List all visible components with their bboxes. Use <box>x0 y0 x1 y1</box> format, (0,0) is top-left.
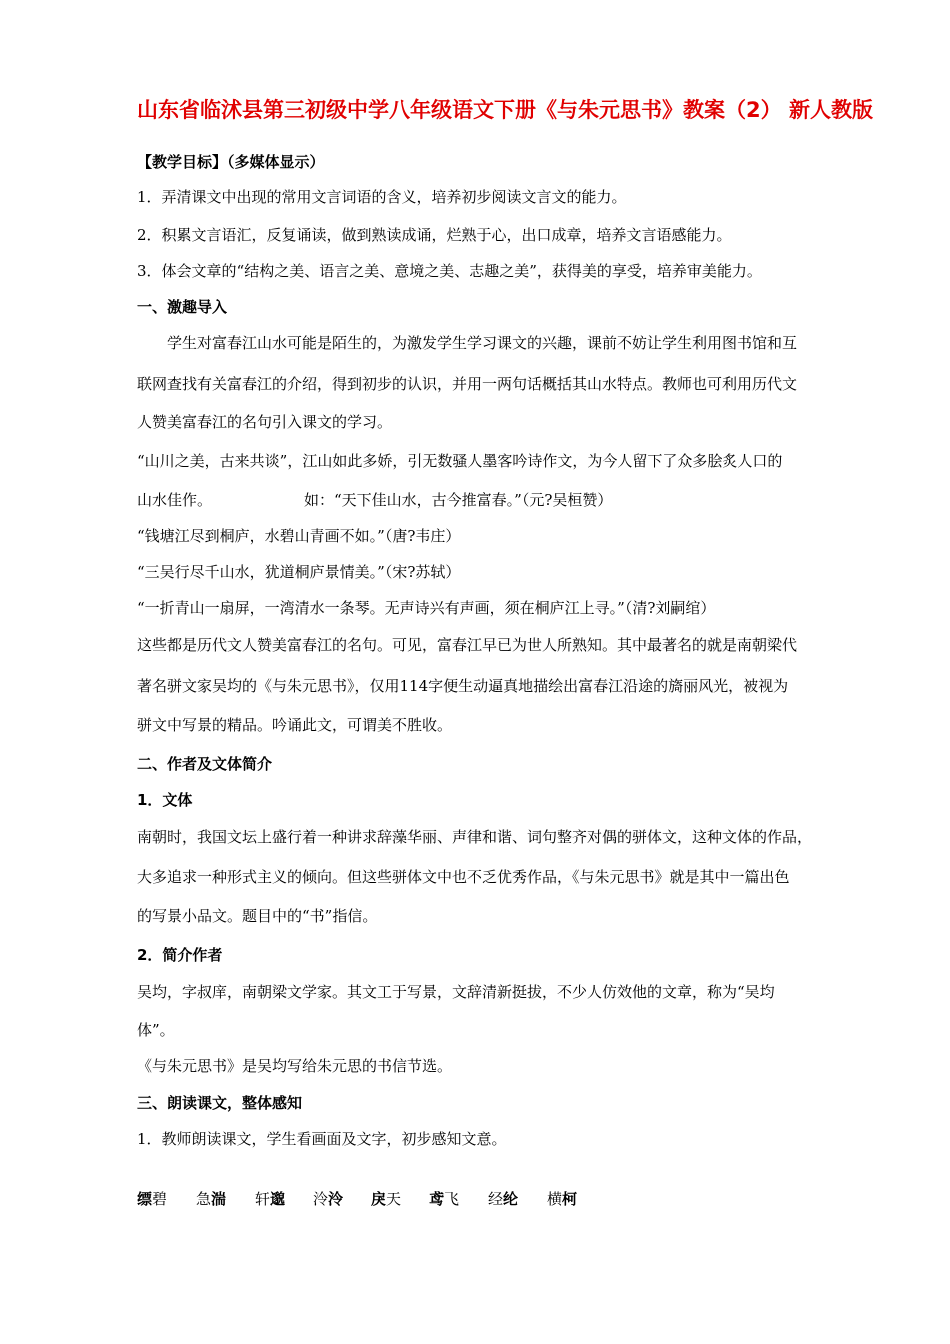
vocab-word: 戾天 <box>371 1190 402 1208</box>
summary-line: 著名骈文家吴均的《与朱元思书》，仅用114字便生动逼真地描绘出富春江沿途的旖丽风光，被视为 <box>137 677 789 695</box>
paragraph-line: 大多追求一种形式主义的倾向。但这些骈体文中也不乏优秀作品，《与朱元思书》就是其中一篇出色 <box>137 868 790 886</box>
quote-line: “一折青山一扇屏，一湾清水一条琴。无声诗兴有声画，须在桐庐江上寻。”（清?刘嗣绾） <box>137 599 716 617</box>
quote-line: “三吴行尽千山水，犹道桐庐景情美。”（宋?苏轼） <box>137 563 461 581</box>
section-heading-author: 二、作者及文体简介 <box>137 755 273 773</box>
summary-line: 骈文中写景的精品。吟诵此文，可谓美不胜收。 <box>137 716 453 734</box>
objective-item: 3．体会文章的“结构之美、语言之美、意境之美、志趣之美”，获得美的享受，培养审美能力。 <box>137 262 762 280</box>
paragraph-line: 体”。 <box>137 1021 175 1039</box>
quote-intro-text: 山水佳作。 <box>137 491 213 509</box>
subheading-style: 1．文体 <box>137 791 193 809</box>
objective-item: 2．积累文言语汇，反复诵读，做到熟读成诵，烂熟于心，出口成章，培养文言语感能力。 <box>137 226 732 244</box>
paragraph-line: 《与朱元思书》是吴均写给朱元思的书信节选。 <box>137 1057 453 1075</box>
quote-intro-example: 如：“天下佳山水，古今推富春。”（元?吴桓赞） <box>304 491 613 509</box>
vocabulary-row <box>137 1188 837 1212</box>
summary-line: 这些都是历代文人赞美富春江的名句。可见，富春江早已为世人所熟知。其中最著名的就是南朝梁代 <box>137 636 798 654</box>
subheading-author: 2．简介作者 <box>137 946 223 964</box>
vocab-word: 泠泠 <box>313 1190 344 1208</box>
vocab-word: 经纶 <box>488 1190 519 1208</box>
vocab-word: 缥碧 <box>137 1190 168 1208</box>
vocab-word: 横柯 <box>547 1190 578 1208</box>
paragraph-line: 南朝时，我国文坛上盛行着一种讲求辞藻华丽、声律和谐、词句整齐对偶的骈体文，这种文体的作品， <box>137 828 813 846</box>
paragraph-line: 1．教师朗读课文，学生看画面及文字，初步感知文意。 <box>137 1130 507 1148</box>
paragraph-line: 吴均，字叔庠，南朝梁文学家。其文工于写景，文辞清新挺拔，不少人仿效他的文章，称为“吴均 <box>137 983 775 1001</box>
vocab-word: 轩邈 <box>255 1190 286 1208</box>
vocab-word: 鸢飞 <box>429 1190 460 1208</box>
paragraph-line: 人赞美富春江的名句引入课文的学习。 <box>137 413 393 431</box>
section-heading-intro: 一、激趣导入 <box>137 298 228 316</box>
quote-intro-line: “山川之美，古来共谈”，江山如此多娇，引无数骚人墨客吟诗作文，为今人留下了众多脍炙人口的 <box>137 452 783 470</box>
objective-item: 1．弄清课文中出现的常用文言词语的含义，培养初步阅读文言文的能力。 <box>137 188 627 206</box>
section-heading-reading: 三、朗读课文，整体感知 <box>137 1094 303 1112</box>
objectives-heading: 【教学目标】（多媒体显示） <box>137 153 325 171</box>
quote-line: “钱塘江尽到桐庐，水碧山青画不如。”（唐?韦庄） <box>137 527 461 545</box>
paragraph-line: 学生对富春江山水可能是陌生的，为激发学生学习课文的兴趣，课前不妨让学生利用图书馆和互 <box>137 334 798 352</box>
paragraph-line: 的写景小品文。题目中的“书”指信。 <box>137 907 378 925</box>
document-title: 山东省临沭县第三初级中学八年级语文下册《与朱元思书》教案（2） 新人教版 <box>137 98 873 122</box>
quote-intro-line <box>137 490 897 510</box>
paragraph-line: 联网查找有关富春江的介绍，得到初步的认识，并用一两句话概括其山水特点。教师也可利用历代文 <box>137 375 798 393</box>
vocab-word: 急湍 <box>196 1190 227 1208</box>
